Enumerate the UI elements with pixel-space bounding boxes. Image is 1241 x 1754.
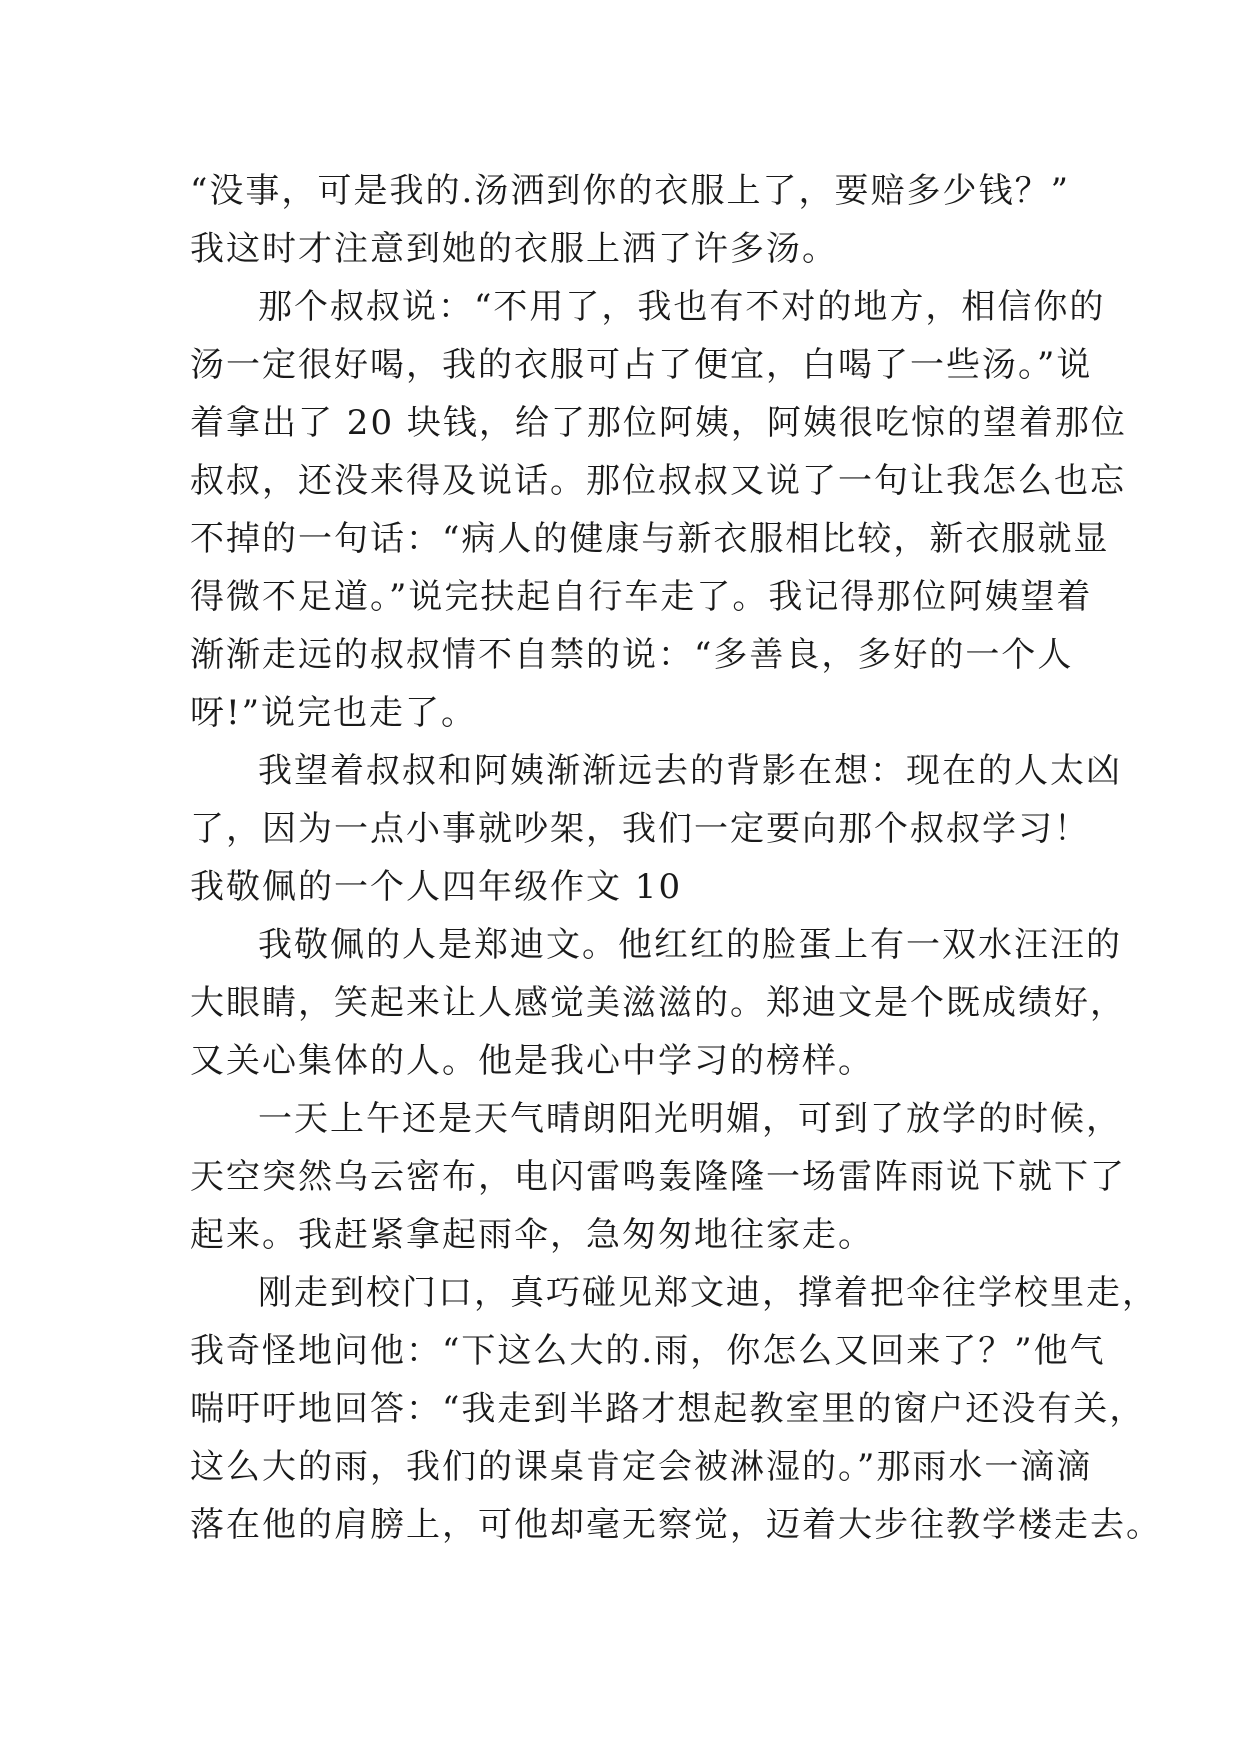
paragraph-start-line: 我敬佩的人是郑迪文。他红红的脸蛋上有一双水汪汪的 [258,925,1122,965]
text-line: 起来。我赶紧拿起雨伞，急匆匆地往家走。 [190,1215,874,1255]
text-line: 了，因为一点小事就吵架，我们一定要向那个叔叔学习！ [190,809,1090,849]
text-line: 这么大的雨，我们的课桌肯定会被淋湿的。”那雨水一滴滴 [190,1447,1093,1487]
text-line: 汤一定很好喝，我的衣服可占了便宜，白喝了一些汤。”说 [190,345,1093,385]
text-line: 我奇怪地问他：“下这么大的.雨，你怎么又回来了？”他气 [190,1331,1106,1371]
text-line: 我这时才注意到她的衣服上洒了许多汤。 [190,229,838,269]
paragraph-start-line: 我望着叔叔和阿姨渐渐远去的背影在想：现在的人太凶 [258,751,1122,791]
paragraph-start-line: 那个叔叔说：“不用了，我也有不对的地方，相信你的 [258,287,1106,327]
text-line: 大眼睛，笑起来让人感觉美滋滋的。郑迪文是个既成绩好， [190,983,1126,1023]
section-heading: 我敬佩的一个人四年级作文 10 [190,867,683,907]
document-body [190,162,1162,1554]
text-line: 得微不足道。”说完扶起自行车走了。我记得那位阿姨望着 [190,577,1093,617]
text-line: 叔叔，还没来得及说话。那位叔叔又说了一句让我怎么也忘 [190,461,1126,501]
paragraph-start-line: 刚走到校门口，真巧碰见郑文迪，撑着把伞往学校里走， [258,1273,1158,1313]
text-line: 呀!”说完也走了。 [190,693,478,733]
text-line: 不掉的一句话：“病人的健康与新衣服相比较，新衣服就显 [190,519,1110,559]
text-line: 又关心集体的人。他是我心中学习的榜样。 [190,1041,874,1081]
text-line: 喘吁吁地回答：“我走到半路才想起教室里的窗户还没有关， [190,1389,1146,1429]
text-line: 渐渐走远的叔叔情不自禁的说：“多善良，多好的一个人 [190,635,1074,675]
text-line: 天空突然乌云密布，电闪雷鸣轰隆隆一场雷阵雨说下就下了 [190,1157,1126,1197]
text-line: 着拿出了 20 块钱，给了那位阿姨，阿姨很吃惊的望着那位 [190,403,1127,443]
text-line: “没事，可是我的.汤洒到你的衣服上了，要赔多少钱？” [190,171,1070,211]
paragraph-start-line: 一天上午还是天气晴朗阳光明媚，可到了放学的时候， [258,1099,1122,1139]
text-line: 落在他的肩膀上，可他却毫无察觉，迈着大步往教学楼走去。 [190,1505,1162,1545]
